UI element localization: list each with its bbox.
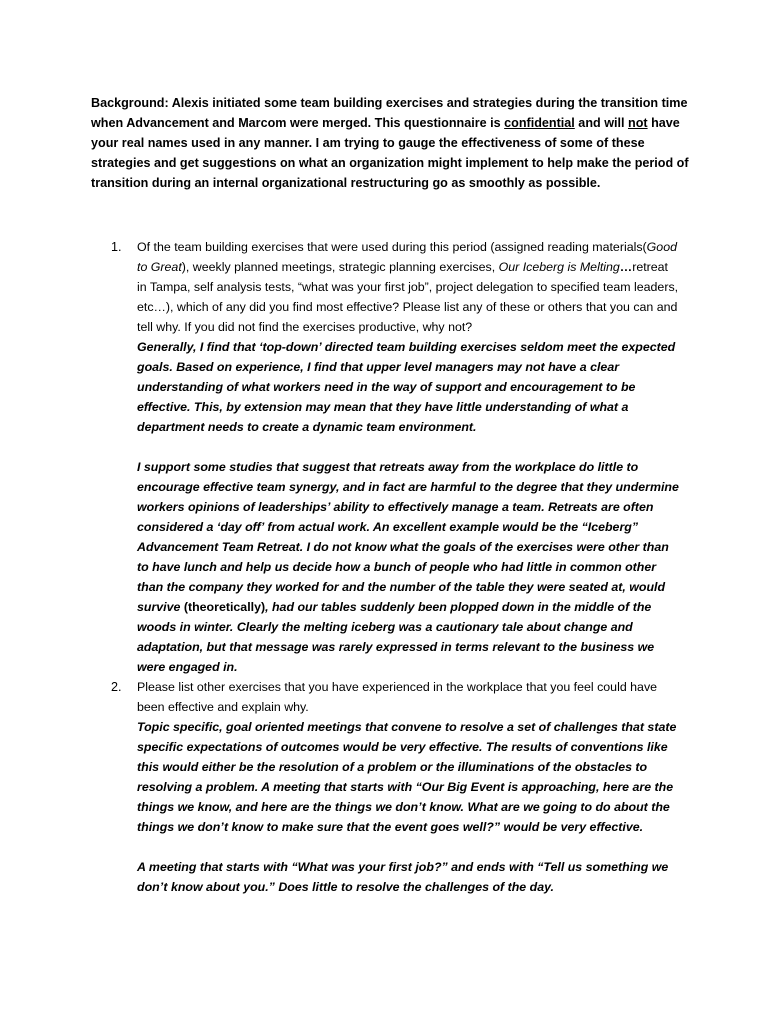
- question-2-body: [137, 677, 681, 897]
- question-1-answer-2-theoretically: (theoretically): [183, 600, 266, 614]
- question-1: [111, 237, 681, 677]
- book-title-good-to-great: Good to Great: [137, 240, 677, 274]
- question-1-answer-2: [137, 457, 681, 677]
- question-1-text-part-1: Of the team building exercises that were used during this period (assigned reading materials(: [137, 240, 647, 254]
- not-word: not: [628, 116, 648, 130]
- background-text-3: have your real names used in any manner. I am trying to gauge the effectiveness of some of these strategies and get suggestions on what an organization might implement to help make the period of transition during an internal organizational restructuring go as smoothly as possible.: [91, 116, 689, 190]
- question-2-text: Please list other exercises that you have experienced in the workplace that you feel could have been effective and explain why.: [137, 680, 658, 714]
- question-1-answer-2-part-2: , had our tables suddenly been plopped down in the middle of the woods in winter. Clearly the melting iceberg was a cautionary tale about change and adaptation, but that message was rarely expressed in terms relevant to the business we were engaged in.: [137, 600, 655, 674]
- background-text-1: Alexis initiated some team building exercises and strategies during the transition time when Advancement and Marcom were merged. This questionnaire is: [91, 96, 688, 130]
- confidential-word: confidential: [504, 116, 575, 130]
- background-text-2: and will: [574, 116, 628, 130]
- background-label: Background:: [91, 96, 169, 110]
- background-paragraph: [91, 93, 691, 193]
- question-1-text-part-3: retreat in Tampa, self analysis tests, “what was your first job”, project delegation to specified team leaders, etc…), which of any did you find most effective? Please list any of these or others that you can and tell why. If you did not find the exercises productive, why not?: [137, 260, 679, 334]
- question-1-answer-2-part-1: I support some studies that suggest that retreats away from the workplace do little to encourage effective team synergy, and in fact are harmful to the degree that they undermine workers opinions of leaderships’ ability to effectively manage a team. Retreats are often considered a ‘day off’ from actual work. An excellent example would be the “Iceberg” Advancement Team Retreat. I do not know what the goals of the exercises were other than to have lunch and help us decide how a bunch of people who had little in common other than the company they worked for and the number of the table they were seated at, would survive: [137, 460, 679, 614]
- question-2-number: 2.: [111, 680, 122, 694]
- question-1-body: [137, 237, 681, 677]
- question-2-answer-2: A meeting that starts with “What was your first job?” and ends with “Tell us something we don’t know about you.” Does little to resolve the challenges of the day.: [137, 860, 669, 894]
- book-title-iceberg: Our Iceberg is Melting: [498, 260, 620, 274]
- question-2-answer-1: Topic specific, goal oriented meetings that convene to resolve a set of challenges that state specific expectations of outcomes would be very effective. The results of conventions like this would either be the resolution of a problem or the illuminations of the obstacles to resolving a problem. A meeting that starts with “Our Big Event is approaching, here are the things we know, and here are the things we don’t know. What are we going to do about the things we don’t know to make sure that the event goes well?” would be very effective.: [137, 720, 677, 834]
- question-1-ellipsis: …: [619, 260, 633, 274]
- question-1-number: 1.: [111, 240, 122, 254]
- question-2: [111, 677, 681, 897]
- question-1-answer-1: Generally, I find that ‘top-down’ directed team building exercises seldom meet the expected goals. Based on experience, I find that upper level managers may not have a clear understanding of what workers need in the way of support and encouragement to be effective. This, by extension may mean that they have little understanding of what a department needs to create a dynamic team environment.: [137, 340, 676, 434]
- question-1-text: [137, 237, 681, 337]
- question-1-text-part-2: ), weekly planned meetings, strategic planning exercises,: [181, 260, 499, 274]
